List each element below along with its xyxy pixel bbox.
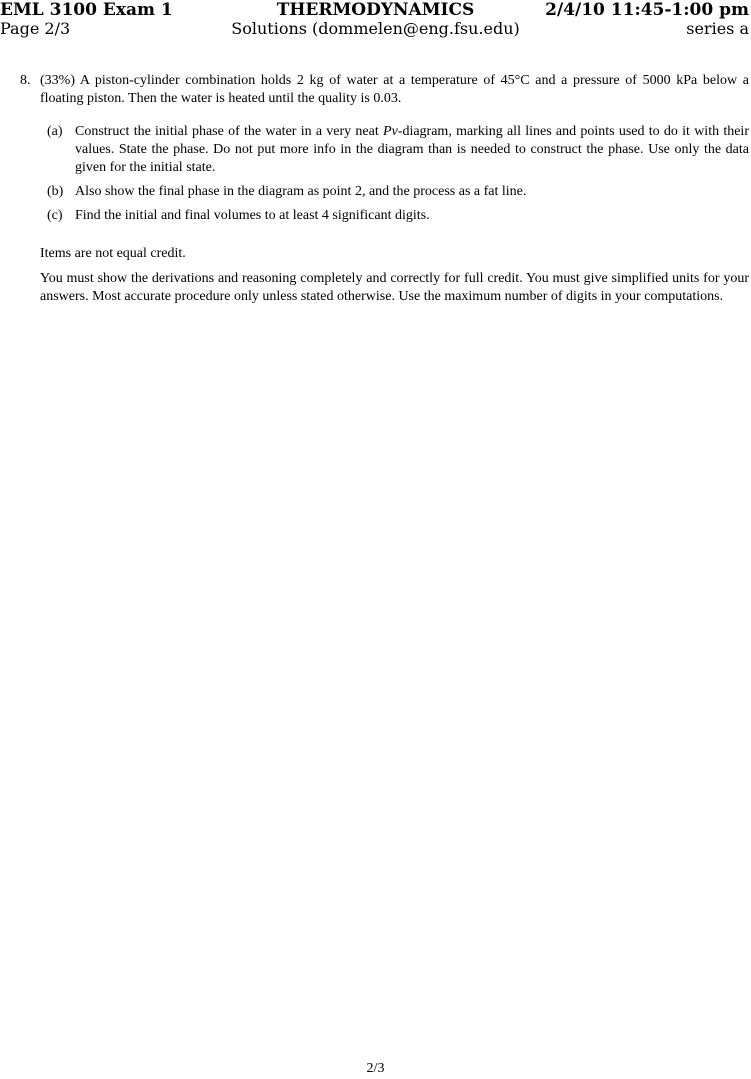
subject-title: THERMODYNAMICS bbox=[276, 0, 475, 20]
item-text-italic: Pv bbox=[383, 124, 398, 139]
credit-note: Items are not equal credit. bbox=[40, 246, 186, 261]
solutions-contact: Solutions (dommelen@eng.fsu.edu) bbox=[231, 19, 520, 38]
instructions-note: You must show the derivations and reasoning completely and correctly for full credit. You must give simplified units for your answers. Most accurate procedure only unless stated otherwise. Use the maximum number of digits in your computations. bbox=[40, 271, 749, 304]
item-label: (b) bbox=[47, 184, 64, 199]
footer-page-number: 2/3 bbox=[366, 1061, 385, 1076]
item-text-pre: Construct the initial phase of the water in a very neat bbox=[75, 124, 384, 139]
question-text: (33%) A piston-cylinder combination holds 2 kg of water at a temperature of 45°C and a pressure of 5000 kPa below a floating piston. Then the water is heated until the quality is 0.03. bbox=[40, 73, 749, 106]
question-8 bbox=[20, 72, 749, 108]
item-text-pre: Also show the final phase in the diagram as point 2, and the process as a fat line. bbox=[75, 184, 527, 199]
item-text-post: -diagram, marking all lines and points used to do it with their values. State the phase. Do not put more info in the diagram than is needed to construct the phase. Use only the data given for the initial state. bbox=[75, 124, 749, 175]
exam-datetime: 2/4/10 11:45-1:00 pm bbox=[545, 0, 749, 20]
header-bottom-row bbox=[0, 19, 751, 39]
item-b bbox=[47, 183, 749, 201]
question-items bbox=[47, 123, 749, 231]
item-a bbox=[47, 123, 749, 177]
page-indicator: Page 2/3 bbox=[0, 19, 71, 38]
item-label: (a) bbox=[47, 124, 63, 139]
series-label: series a bbox=[686, 19, 749, 38]
header-top-row bbox=[0, 0, 751, 20]
item-label: (c) bbox=[47, 208, 63, 223]
course-title: EML 3100 Exam 1 bbox=[0, 0, 173, 20]
item-text-pre: Find the initial and final volumes to at least 4 significant digits. bbox=[75, 208, 430, 223]
item-c bbox=[47, 207, 749, 225]
question-number: 8. bbox=[20, 73, 31, 88]
